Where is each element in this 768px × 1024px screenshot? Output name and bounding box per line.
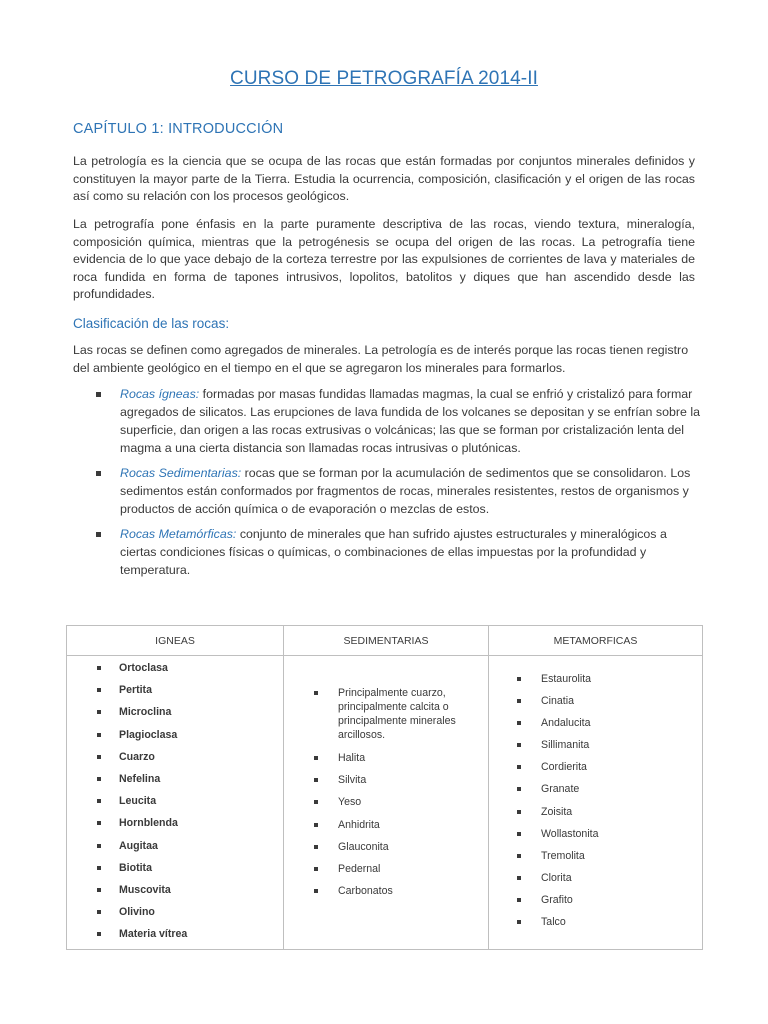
bullet-icon: [97, 888, 101, 892]
bullet-icon: [517, 810, 521, 814]
mineral-name: Anhidrita: [338, 818, 380, 831]
mineral-name: Sillimanita: [541, 739, 590, 752]
paragraph-classification-intro: Las rocas se definen como agregados de minerales. La petrología es de interés porque las rocas tienen registro del ambiente geológico en el tiempo en el que se agregaron los minerales para formarlos.: [73, 343, 689, 375]
list-item: [67, 905, 283, 927]
list-item: [67, 816, 283, 838]
list-item: [489, 694, 702, 716]
list-item: [284, 862, 488, 876]
list-item: [284, 884, 488, 898]
mineral-name: Andalucita: [541, 717, 591, 730]
mineral-name: Principalmente cuarzo, principalmente calcita o principalmente minerales arcillosos.: [338, 687, 456, 741]
mineral-name: Cinatia: [541, 695, 574, 708]
igneas-list: [67, 656, 283, 949]
mineral-name: Ortoclasa: [119, 662, 168, 674]
list-item: [284, 773, 488, 787]
list-item: [67, 683, 283, 705]
mineral-name: Cuarzo: [119, 750, 155, 763]
bullet-icon: [314, 823, 318, 827]
bullet-icon: [314, 867, 318, 871]
list-item: [93, 385, 703, 457]
bullet-icon: [97, 910, 101, 914]
bullet-icon: [97, 821, 101, 825]
bullet-icon: [314, 778, 318, 782]
metamorficas-list: [489, 656, 702, 937]
mineral-name: Estaurolita: [541, 673, 592, 685]
bullet-icon: [517, 854, 521, 858]
bullet-icon: [517, 920, 521, 924]
mineral-name: Muscovita: [119, 883, 171, 896]
header-metamorficas: METAMORFICAS: [489, 626, 703, 656]
mineral-name: Yeso: [338, 796, 362, 809]
list-item: [489, 782, 702, 804]
bullet-icon: [96, 392, 101, 397]
bullet-icon: [517, 721, 521, 725]
bullet-icon: [517, 876, 521, 880]
bullet-icon: [517, 832, 521, 836]
page-title: CURSO DE PETROGRAFÍA 2014-II: [230, 68, 538, 89]
section-heading: Clasificación de las rocas:: [73, 316, 230, 331]
bullet-icon: [97, 777, 101, 781]
list-item: [67, 661, 283, 683]
cell-metamorficas: [489, 656, 703, 950]
bullet-icon: [97, 666, 101, 670]
bullet-icon: [517, 743, 521, 747]
list-item: [67, 750, 283, 772]
bullet-icon: [314, 845, 318, 849]
bullet-icon: [517, 699, 521, 703]
bullet-icon: [314, 889, 318, 893]
bullet-icon: [97, 688, 101, 692]
bullet-icon: [517, 787, 521, 791]
list-item: [489, 805, 702, 827]
mineral-name: Biotita: [119, 861, 152, 874]
bullet-icon: [517, 898, 521, 902]
bullet-icon: [96, 471, 101, 476]
header-igneas: IGNEAS: [67, 626, 284, 656]
list-item: [489, 827, 702, 849]
list-item: [489, 849, 702, 871]
mineral-name: Talco: [541, 916, 566, 929]
bullet-icon: [97, 733, 101, 737]
term-label: Rocas Metamórficas:: [120, 527, 237, 541]
list-item: [489, 871, 702, 893]
mineral-name: Leucita: [119, 795, 157, 808]
mineral-name: Microclina: [119, 706, 172, 719]
mineral-name: Nefelina: [119, 772, 161, 785]
bullet-icon: [314, 691, 318, 695]
table-header-row: [67, 626, 703, 656]
list-item: [284, 818, 488, 832]
bullet-icon: [97, 710, 101, 714]
list-item: [284, 840, 488, 854]
paragraph-petrologia: La petrología es la ciencia que se ocupa de las rocas que están formadas por conjuntos minerales definidos y constituyen la mayor parte de la Tierra. Estudia la ocurrencia, composición, clasificación y el origen de las rocas así como su relación con los procesos geológicos.: [73, 154, 695, 203]
term-description: conjunto de minerales que han sufrido ajustes estructurales y mineralógicos a ciertas condiciones físicas o químicas, o combinaciones de ellas impuestas por la profundidad y temperatura.: [120, 527, 667, 577]
bullet-icon: [97, 866, 101, 870]
list-item: [67, 794, 283, 816]
mineral-name: Wollastonita: [541, 827, 599, 840]
rocks-table: [66, 625, 703, 950]
mineral-name: Materia vítrea: [119, 928, 188, 941]
chapter-heading: CAPÍTULO 1: INTRODUCCIÓN: [73, 121, 284, 137]
list-item: [67, 839, 283, 861]
bullet-icon: [97, 844, 101, 848]
bullet-icon: [314, 800, 318, 804]
list-item: [489, 893, 702, 915]
list-item: [67, 927, 283, 949]
bullet-icon: [97, 799, 101, 803]
bullet-icon: [517, 677, 521, 681]
list-item: [67, 861, 283, 883]
header-sedimentarias: SEDIMENTARIAS: [284, 626, 489, 656]
mineral-name: Zoisita: [541, 805, 573, 818]
list-item: [67, 883, 283, 905]
bullet-icon: [96, 532, 101, 537]
list-item: [93, 464, 703, 518]
list-item: [489, 672, 702, 694]
bullet-icon: [97, 932, 101, 936]
list-item: [67, 728, 283, 750]
list-item: [489, 915, 702, 937]
mineral-name: Granate: [541, 783, 580, 796]
list-item: [284, 795, 488, 809]
mineral-name: Pedernal: [338, 862, 381, 875]
mineral-name: Silvita: [338, 774, 367, 787]
term-description: formadas por masas fundidas llamadas magmas, la cual se enfrió y cristalizó para formar agregados de silicatos. Las erupciones de lava fundida de los volcanes se depositan y se enfrían sobre la superficie, dan origen a las rocas extrusivas o volcánicas; las que se forman por cristalización lenta del magma a una cierta distancia son llamadas rocas intrusivas o plutónicas.: [120, 387, 700, 455]
mineral-name: Olivino: [119, 906, 155, 919]
paragraph-petrografia: La petrografía pone énfasis en la parte puramente descriptiva de las rocas, viendo textura, mineralogía, composición química, mientras que la petrogénesis se ocupa del origen de las rocas. La petrografía tiene evidencia de lo que yace debajo de la corteza terrestre por las expulsiones de corrientes de lava y materiales de roca fundida en forma de tapones intrusivos, lopolitos, batolitos y diques que han ascendido desde las profundidades.: [73, 217, 695, 301]
cell-sedimentarias: [284, 656, 489, 950]
list-item: [489, 760, 702, 782]
list-item: [489, 738, 702, 760]
cell-igneas: [67, 656, 284, 950]
list-item: [93, 525, 703, 579]
bullet-icon: [97, 755, 101, 759]
mineral-name: Tremolita: [541, 849, 585, 862]
mineral-name: Grafito: [541, 893, 573, 906]
mineral-name: Clorita: [541, 871, 572, 884]
list-item: [489, 716, 702, 738]
mineral-name: Pertita: [119, 684, 152, 697]
mineral-name: Halita: [338, 752, 366, 764]
mineral-name: Plagioclasa: [119, 728, 178, 741]
list-item: [284, 686, 478, 742]
sedimentarias-list: [284, 656, 488, 898]
bullet-icon: [314, 756, 318, 760]
mineral-name: Augitaa: [119, 839, 158, 852]
term-label: Rocas Sedimentarias:: [120, 466, 242, 480]
term-description: rocas que se forman por la acumulación de sedimentos que se consolidaron. Los sedimentos están conformados por fragmentos de rocas, minerales resistentes, restos de organismos y productos de acción química o de evaporación o mezclas de estos.: [120, 466, 691, 516]
term-label: Rocas ígneas:: [120, 387, 200, 401]
rock-types-list: [93, 385, 703, 586]
list-item: [67, 705, 283, 727]
list-item: [284, 751, 488, 765]
mineral-name: Glauconita: [338, 840, 389, 853]
table-row: [67, 656, 703, 950]
mineral-name: Hornblenda: [119, 817, 178, 830]
mineral-name: Cordierita: [541, 761, 587, 774]
list-item: [67, 772, 283, 794]
mineral-name: Carbonatos: [338, 885, 393, 898]
bullet-icon: [517, 765, 521, 769]
